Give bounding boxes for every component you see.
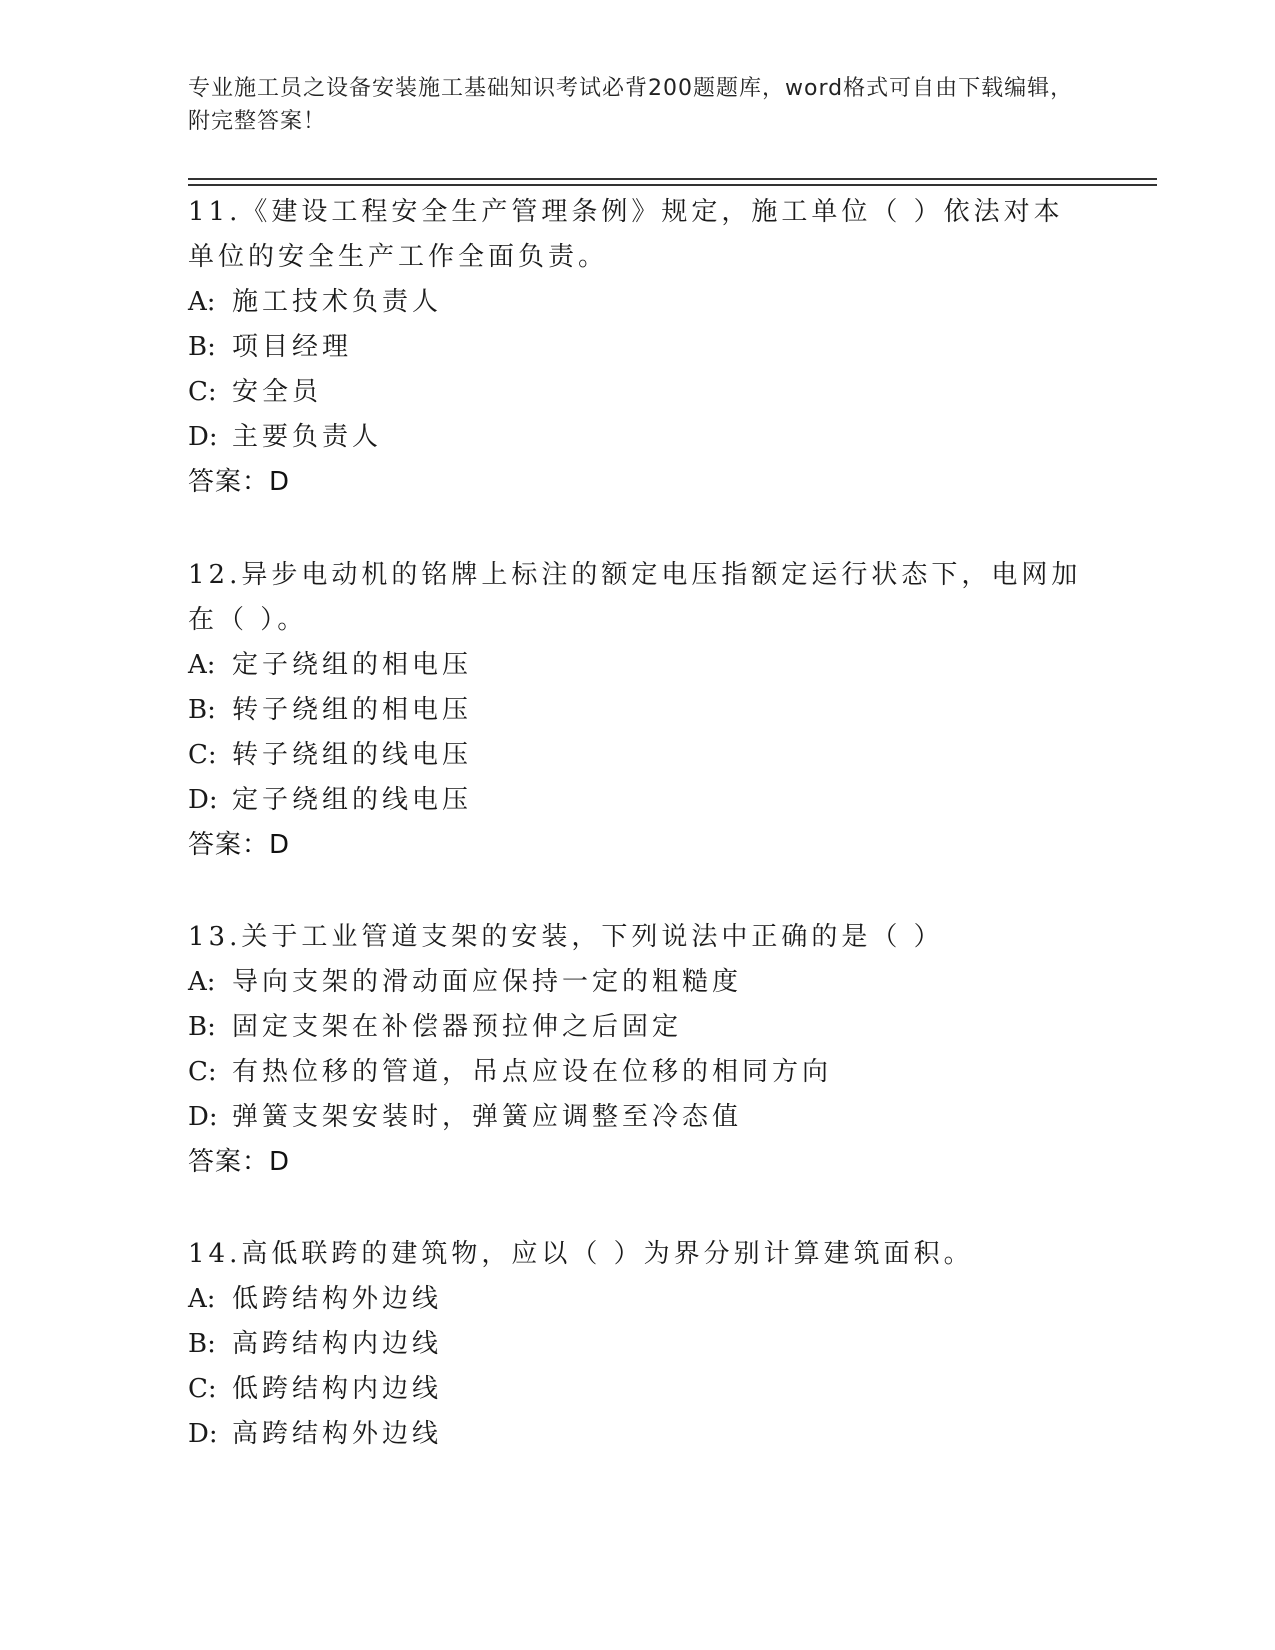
option-b bbox=[188, 325, 1088, 370]
option-text: 施工技术负责人 bbox=[232, 287, 443, 317]
option-text: 转子绕组的线电压 bbox=[232, 740, 473, 770]
option-c bbox=[188, 733, 1088, 778]
option-text: 高跨结构外边线 bbox=[232, 1419, 443, 1449]
option-text: 项目经理 bbox=[232, 332, 353, 362]
option-letter: B: bbox=[188, 1012, 216, 1042]
option-d bbox=[188, 1412, 1088, 1457]
option-text: 导向支架的滑动面应保持一定的粗糙度 bbox=[232, 967, 743, 997]
option-letter: D: bbox=[188, 1102, 218, 1132]
option-d bbox=[188, 1095, 1088, 1140]
option-letter: C: bbox=[188, 1374, 217, 1404]
header-divider-top bbox=[188, 178, 1157, 180]
option-letter: D: bbox=[188, 785, 218, 815]
answer: 答案：D bbox=[188, 1147, 291, 1177]
option-text: 定子绕组的相电压 bbox=[232, 650, 473, 680]
option-letter: C: bbox=[188, 740, 217, 770]
option-text: 低跨结构外边线 bbox=[232, 1284, 443, 1314]
answer: 答案：D bbox=[188, 830, 291, 860]
option-d bbox=[188, 778, 1088, 823]
option-letter: A: bbox=[188, 967, 216, 997]
answer: 答案：D bbox=[188, 467, 291, 497]
question-stem: 11.《建设工程安全生产管理条例》规定，施工单位（ ）依法对本单位的安全生产工作全面负责。 bbox=[188, 197, 1064, 272]
option-text: 有热位移的管道，吊点应设在位移的相同方向 bbox=[232, 1057, 833, 1087]
question-13 bbox=[188, 915, 1088, 1185]
option-a bbox=[188, 1277, 1088, 1322]
option-letter: B: bbox=[188, 695, 216, 725]
option-b bbox=[188, 1322, 1088, 1367]
document-header bbox=[188, 72, 1088, 138]
option-letter: A: bbox=[188, 287, 216, 317]
option-text: 弹簧支架安装时，弹簧应调整至冷态值 bbox=[232, 1102, 743, 1132]
option-text: 高跨结构内边线 bbox=[232, 1329, 443, 1359]
option-c bbox=[188, 1050, 1088, 1095]
option-a bbox=[188, 960, 1088, 1005]
option-letter: D: bbox=[188, 422, 218, 452]
option-c bbox=[188, 370, 1088, 415]
option-text: 低跨结构内边线 bbox=[232, 1374, 443, 1404]
question-stem: 13.关于工业管道支架的安装，下列说法中正确的是（ ） bbox=[188, 922, 944, 952]
option-a bbox=[188, 280, 1088, 325]
question-14 bbox=[188, 1232, 1088, 1457]
option-d bbox=[188, 415, 1088, 460]
option-letter: A: bbox=[188, 650, 216, 680]
option-b bbox=[188, 688, 1088, 733]
option-b bbox=[188, 1005, 1088, 1050]
option-letter: C: bbox=[188, 1057, 217, 1087]
header-divider-bottom bbox=[188, 184, 1157, 186]
option-letter: D: bbox=[188, 1419, 218, 1449]
option-text: 定子绕组的线电压 bbox=[232, 785, 473, 815]
option-text: 主要负责人 bbox=[232, 422, 383, 452]
question-11 bbox=[188, 190, 1088, 505]
option-text: 安全员 bbox=[232, 377, 323, 407]
option-text: 转子绕组的相电压 bbox=[232, 695, 473, 725]
option-letter: C: bbox=[188, 377, 217, 407]
option-letter: B: bbox=[188, 332, 216, 362]
option-a bbox=[188, 643, 1088, 688]
option-text: 固定支架在补偿器预拉伸之后固定 bbox=[232, 1012, 683, 1042]
question-12 bbox=[188, 553, 1088, 868]
option-letter: A: bbox=[188, 1284, 216, 1314]
question-stem: 12.异步电动机的铭牌上标注的额定电压指额定运行状态下，电网加在（ ）。 bbox=[188, 560, 1082, 635]
question-stem: 14.高低联跨的建筑物，应以（ ）为界分别计算建筑面积。 bbox=[188, 1239, 974, 1269]
header-text: 专业施工员之设备安装施工基础知识考试必背200题题库，word格式可自由下载编辑，附完整答案！ bbox=[188, 76, 1074, 134]
option-c bbox=[188, 1367, 1088, 1412]
option-letter: B: bbox=[188, 1329, 216, 1359]
